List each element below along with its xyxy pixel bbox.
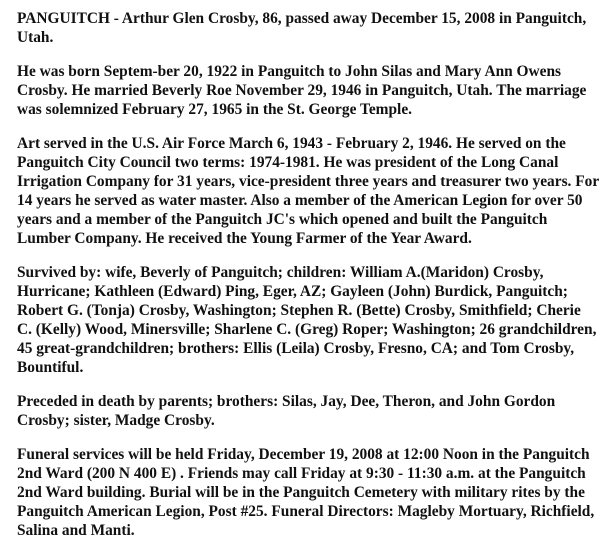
paragraph-preceded-in-death: Preceded in death by parents; brothers: Silas, Jay, Dee, Theron, and John Gordon Crosby; sister, Madge Crosby. bbox=[17, 393, 556, 429]
paragraph-birth-marriage: He was born Septem-ber 20, 1922 in Panguitch to John Silas and Mary Ann Owens Crosby. He married Beverly Roe November 29, 1946 in Panguitch, Utah. The marriage was solemnized February 27, 1965 in the St. George Temple. bbox=[17, 63, 587, 118]
paragraph-funeral-services: Funeral services will be held Friday, December 19, 2008 at 12:00 Noon in the Panguitch 2nd Ward (200 N 400 E) . Friends may call Friday at 9:30 - 11:30 a.m. at the Panguitch 2nd Ward building. Burial will be in the Panguitch Cemetery with military rites by the Panguitch American Legion, Post #25. Funeral Directors: Magleby Mortuary, Richfield, Salina and Manti. bbox=[17, 446, 595, 539]
paragraph-death-notice: PANGUITCH - Arthur Glen Crosby, 86, passed away December 15, 2008 in Panguitch, Utah. bbox=[17, 10, 587, 46]
paragraph-survived-by: Survived by: wife, Beverly of Panguitch; children: William A.(Maridon) Crosby, Hurricane; Kathleen (Edward) Ping, Eger, AZ; Gayleen (John) Burdick, Panguitch; Robert G. (Tonja) Crosby, Washington; Stephen R. (Bette) Crosby, Smithfield; Cherie C. (Kelly) Wood, Minersville; Sharlene C. (Greg) Roper; Washington; 26 grandchildren, 45 great-grandchildren; brothers: Ellis (Leila) Crosby, Fresno, CA; and Tom Crosby, Bountiful. bbox=[17, 264, 597, 376]
paragraph-service-career: Art served in the U.S. Air Force March 6, 1943 - February 2, 1946. He served on the Panguitch City Council two terms: 1974-1981. He was president of the Long Canal Irrigation Company for 31 years, vice-president three years and treasurer two years. For 14 years he served as water master. Also a member of the American Legion for over 50 years and a member of the Panguitch JC's which opened and built the Panguitch Lumber Company. He received the Young Farmer of the Year Award. bbox=[17, 135, 599, 247]
